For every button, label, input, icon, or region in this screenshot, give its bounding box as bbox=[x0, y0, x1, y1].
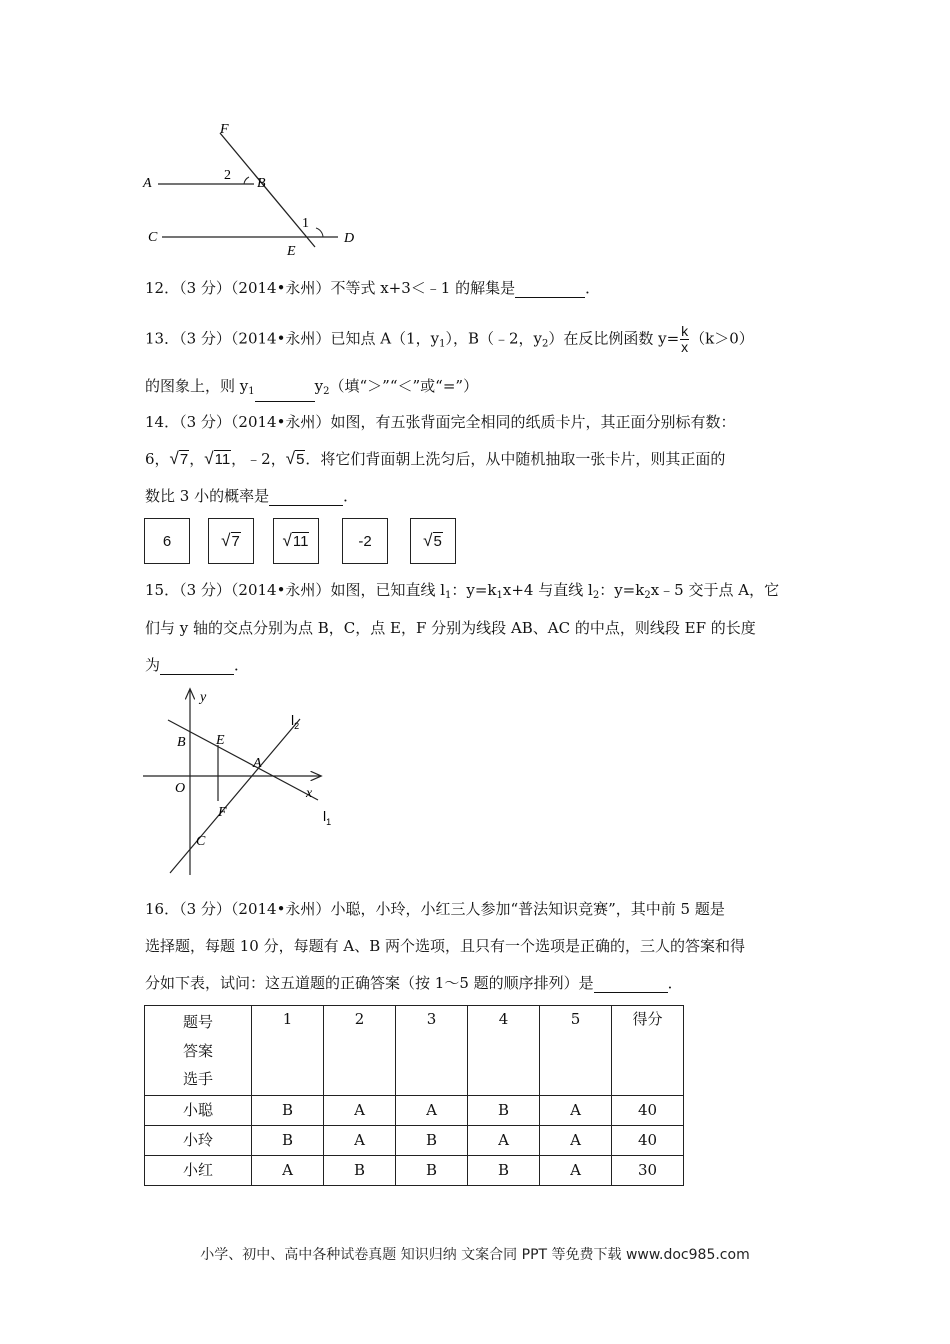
label-A: A bbox=[143, 176, 152, 191]
sqrt-5: √5 bbox=[285, 449, 305, 468]
question-15-line3: 为 ． bbox=[145, 656, 250, 674]
answers-table bbox=[144, 1005, 684, 1186]
table-cell: B bbox=[468, 1156, 540, 1186]
table-cell: B bbox=[468, 1096, 540, 1126]
label-B2: B bbox=[177, 735, 186, 750]
table-cell: A bbox=[324, 1126, 396, 1156]
label-F2: F bbox=[218, 805, 227, 820]
angle-2-arc bbox=[244, 177, 249, 184]
table-row bbox=[145, 1126, 684, 1156]
question-14: 14．（3 分）（2014•永州）如图，有五张背面完全相同的纸质卡片，其正面分别标有数： bbox=[145, 413, 736, 431]
header-diagonal-cell: 题号 答案 选手 bbox=[145, 1006, 252, 1096]
table-row bbox=[145, 1156, 684, 1186]
line-FE bbox=[220, 133, 315, 247]
table-row bbox=[145, 1096, 684, 1126]
table-cell: A bbox=[252, 1156, 324, 1186]
row-name: 小玲 bbox=[145, 1126, 252, 1156]
figure-parallel-lines bbox=[140, 115, 370, 265]
table-cell: B bbox=[324, 1156, 396, 1186]
table-cell: B bbox=[252, 1096, 324, 1126]
question-16: 16．（3 分）（2014•永州）小聪，小玲，小红三人参加“普法知识竞赛”，其中前 5 题是 bbox=[145, 900, 725, 918]
label-O: O bbox=[175, 781, 186, 796]
sqrt-11: √11 bbox=[204, 449, 231, 468]
label-E: E bbox=[287, 244, 296, 259]
card-sqrt11: √11 bbox=[273, 518, 319, 564]
column-header: 3 bbox=[396, 1006, 468, 1096]
table-cell: A bbox=[396, 1096, 468, 1126]
table-cell: A bbox=[540, 1126, 612, 1156]
figure-coordinate-lines bbox=[140, 685, 350, 880]
label-2: 2 bbox=[224, 168, 231, 183]
table-cell: B bbox=[396, 1126, 468, 1156]
card-neg2: -2 bbox=[342, 518, 388, 564]
column-header: 2 bbox=[324, 1006, 396, 1096]
table-cell: A bbox=[468, 1126, 540, 1156]
angle-1-arc bbox=[316, 228, 323, 237]
table-cell: 30 bbox=[612, 1156, 684, 1186]
column-header: 5 bbox=[540, 1006, 612, 1096]
table-cell: 40 bbox=[612, 1096, 684, 1126]
card-sqrt5: √5 bbox=[410, 518, 456, 564]
label-D: D bbox=[344, 231, 355, 246]
question-15-line2: 们与 y 轴的交点分别为点 B，C，点 E，F 分别为线段 AB、AC 的中点，则线段 EF 的长度 bbox=[145, 619, 756, 637]
answer-blank[interactable] bbox=[160, 660, 234, 675]
label-B: B bbox=[257, 176, 266, 191]
fraction-k-over-x: $\frac{k}{x}$ bbox=[681, 323, 689, 355]
question-16-line2: 选择题，每题 10 分，每题有 A、B 两个选项，且只有一个选项是正确的，三人的答案和得 bbox=[145, 937, 746, 955]
row-name: 小红 bbox=[145, 1156, 252, 1186]
column-header: 4 bbox=[468, 1006, 540, 1096]
question-12: 12．（3 分）（2014•永州）不等式 x+3＜﹣1 的解集是 ． bbox=[145, 279, 601, 297]
row-name: 小聪 bbox=[145, 1096, 252, 1126]
label-1: 1 bbox=[302, 216, 309, 231]
table-cell: 40 bbox=[612, 1126, 684, 1156]
label-x: x bbox=[306, 786, 313, 801]
question-16-line3: 分如下表，试问：这五道题的正确答案（按 1～5 题的顺序排列）是 ． bbox=[145, 974, 683, 992]
card-sqrt7: √7 bbox=[208, 518, 254, 564]
label-A2: A bbox=[253, 756, 262, 771]
label-C: C bbox=[148, 230, 158, 245]
question-13: 13．（3 分）（2014•永州）已知点 A（1，$y_1$），B（﹣2，$y_2$）在反比例函数 y= $\frac{k}{x}$ （k＞0） bbox=[145, 323, 754, 355]
label-l1: $l_1$ bbox=[323, 808, 332, 827]
answer-blank[interactable] bbox=[515, 283, 585, 298]
question-14-line2: 6，√7，√11，﹣2，√5．将它们背面朝上洗匀后，从中随机抽取一张卡片，则其正面的 bbox=[145, 449, 726, 468]
label-F: F bbox=[220, 122, 229, 137]
question-15: 15．（3 分）（2014•永州）如图，已知直线 $l_1$：$y=k_1x+4$ 与直线 $l_2$：$y=k_2x﹣5$ 交于点 A，它 bbox=[145, 581, 780, 601]
table-cell: A bbox=[324, 1096, 396, 1126]
label-E2: E bbox=[216, 733, 225, 748]
sqrt-7: √7 bbox=[169, 449, 189, 468]
answer-blank[interactable] bbox=[255, 387, 315, 402]
table-cell: A bbox=[540, 1096, 612, 1126]
answer-blank[interactable] bbox=[269, 491, 343, 506]
table-cell: B bbox=[396, 1156, 468, 1186]
page-footer: 小学、初中、高中各种试卷真题 知识归纳 文案合同 PPT 等免费下载 www.doc985.com bbox=[200, 1247, 750, 1263]
column-header: 1 bbox=[252, 1006, 324, 1096]
table-cell: A bbox=[540, 1156, 612, 1186]
label-l2: $l_2$ bbox=[291, 712, 300, 731]
answer-blank[interactable] bbox=[594, 978, 668, 993]
card-6: 6 bbox=[144, 518, 190, 564]
question-14-line3: 数比 3 小的概率是 ． bbox=[145, 487, 359, 505]
label-C2: C bbox=[196, 834, 206, 849]
table-cell: B bbox=[252, 1126, 324, 1156]
label-y: y bbox=[200, 690, 207, 705]
table-header-row bbox=[145, 1006, 684, 1096]
question-13-line2: 的图象上，则 $y_1$ $y_2$（填“＞”“＜”或“=”） bbox=[145, 376, 478, 402]
column-header: 得分 bbox=[612, 1006, 684, 1096]
